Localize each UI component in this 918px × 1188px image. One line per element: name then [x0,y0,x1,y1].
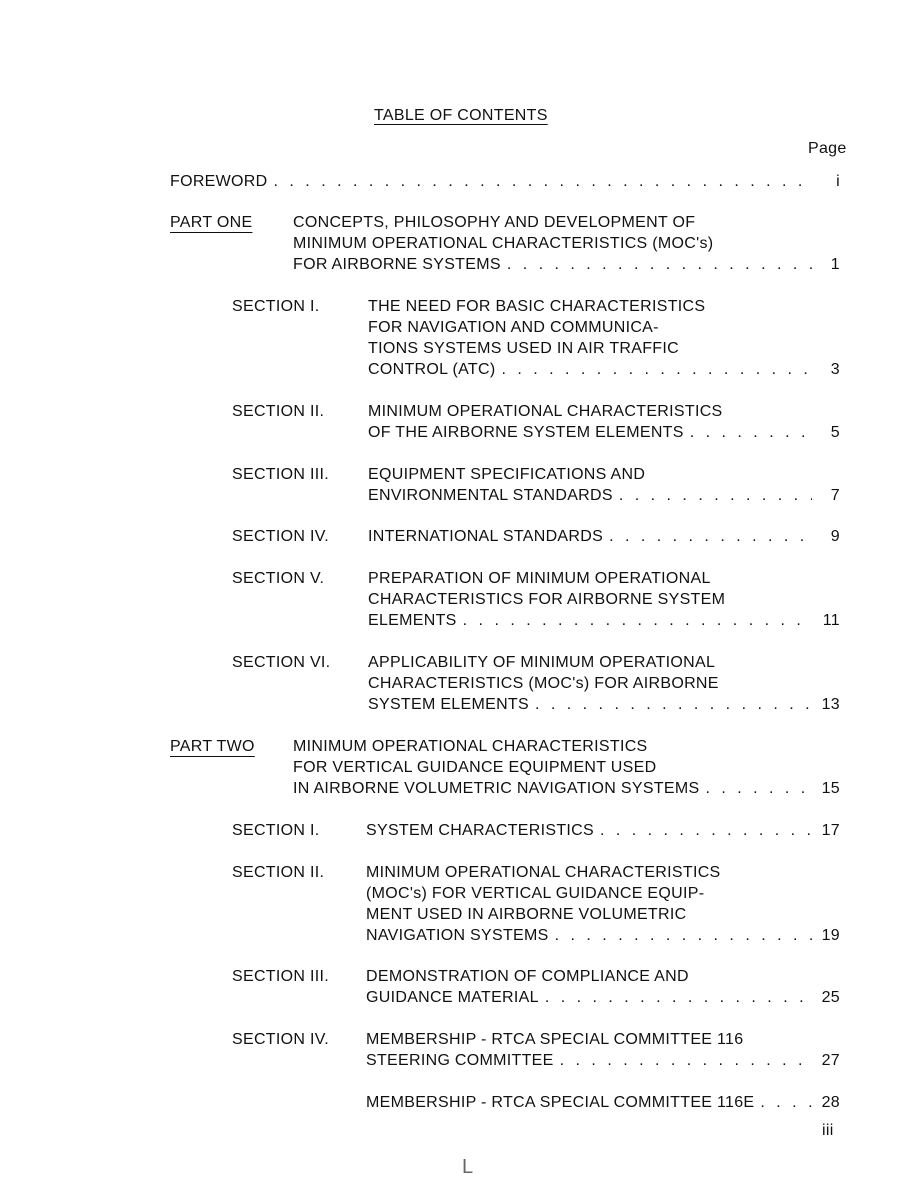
dot-leader [268,171,812,192]
part-one-section-text-line: INTERNATIONAL STANDARDS [368,528,604,545]
part-one-section-page-number: 9 [830,528,840,545]
part-one-section-final-line [368,359,840,380]
part-two-section-text-line: MENT USED IN AIRBORNE VOLUMETRIC [366,906,687,923]
part-one-section-text-line: PREPARATION OF MINIMUM OPERATIONAL [368,570,711,587]
dot-leader [457,610,812,631]
part-one-section-page-number: 13 [821,696,840,713]
part-one-section-text-line: SYSTEM ELEMENTS [368,696,529,713]
membership-116e-page-number: 28 [821,1094,840,1111]
dot-leader [539,987,812,1008]
handwritten-mark: L [462,1156,474,1178]
part-two-section-label: SECTION III. [232,968,329,985]
foreword-page-number: i [836,173,840,190]
page-column-label: Page [808,140,847,157]
part-one-section-label: SECTION II. [232,403,325,420]
part-two-section-page-number: 27 [821,1052,840,1069]
dot-leader [603,526,812,547]
part-one-section-final-line [368,694,840,715]
part-one-section-page-number: 7 [830,487,840,504]
part-two-section-text-line: SYSTEM CHARACTERISTICS [366,822,594,839]
part-two-section-final-line [366,987,840,1008]
part-one-section-text-line: CHARACTERISTICS (MOC's) FOR AIRBORNE [368,675,719,692]
part-two-section-final-line [366,820,840,841]
dot-leader [684,422,812,443]
part-one-section-final-line [368,526,840,547]
part-one-section-label: SECTION VI. [232,654,331,671]
dot-leader [699,778,812,799]
part-one-section-text-line: EQUIPMENT SPECIFICATIONS AND [368,466,646,483]
part-one-section-text-line: TIONS SYSTEMS USED IN AIR TRAFFIC [368,340,679,357]
part-one-text-line: FOR AIRBORNE SYSTEMS [293,256,501,273]
part-two-text-line: IN AIRBORNE VOLUMETRIC NAVIGATION SYSTEMS [293,780,700,797]
part-two-section-text-line: MEMBERSHIP - RTCA SPECIAL COMMITTEE 116 [366,1031,744,1048]
part-two-section-text-line: STEERING COMMITTEE [366,1052,554,1069]
part-one-final-line [293,254,840,275]
part-two-section-page-number: 19 [821,927,840,944]
part-one-section-label: SECTION I. [232,298,320,315]
part-one-section-page-number: 11 [822,612,840,629]
dot-leader [554,1050,812,1071]
toc-entry-foreword [170,171,840,192]
toc-entry-membership-116e [366,1092,840,1113]
part-two-section-label: SECTION IV. [232,1031,329,1048]
part-two-final-line [293,778,840,799]
part-one-section-text-line: MINIMUM OPERATIONAL CHARACTERISTICS [368,403,723,420]
dot-leader [501,254,812,275]
dot-leader [529,694,812,715]
part-two-section-page-number: 25 [821,989,840,1006]
foreword-label: FOREWORD [170,173,268,190]
part-one-section-label: SECTION V. [232,570,325,587]
part-one-section-text-line: ELEMENTS [368,612,457,629]
part-one-section-page-number: 3 [830,361,840,378]
part-one-page-number: 1 [830,256,840,273]
part-two-page-number: 15 [821,780,840,797]
part-two-section-label: SECTION II. [232,864,325,881]
part-one-section-text-line: FOR NAVIGATION AND COMMUNICA- [368,319,659,336]
part-one-section-label: SECTION III. [232,466,329,483]
page-title: TABLE OF CONTENTS [374,107,548,124]
part-one-section-text-line: CONTROL (ATC) [368,361,496,378]
part-one-section-text-line: APPLICABILITY OF MINIMUM OPERATIONAL [368,654,716,671]
dot-leader [495,359,812,380]
part-one-section-label: SECTION IV. [232,528,329,545]
part-one-text-line: MINIMUM OPERATIONAL CHARACTERISTICS (MOC's) [293,235,714,252]
part-two-section-text-line: MINIMUM OPERATIONAL CHARACTERISTICS [366,864,721,881]
part-one-label: PART ONE [170,214,253,231]
part-two-section-page-number: 17 [821,822,840,839]
part-two-section-label: SECTION I. [232,822,320,839]
part-one-section-final-line [368,422,840,443]
part-one-section-final-line [368,610,840,631]
part-two-section-text-line: (MOC's) FOR VERTICAL GUIDANCE EQUIP- [366,885,705,902]
dot-leader [594,820,812,841]
part-one-section-page-number: 5 [830,424,840,441]
part-one-text-line: CONCEPTS, PHILOSOPHY AND DEVELOPMENT OF [293,214,696,231]
part-one-section-text-line: THE NEED FOR BASIC CHARACTERISTICS [368,298,706,315]
part-two-section-text-line: DEMONSTRATION OF COMPLIANCE AND [366,968,689,985]
page-number: iii [822,1122,834,1139]
part-two-text-line: MINIMUM OPERATIONAL CHARACTERISTICS [293,738,648,755]
part-one-section-text-line: OF THE AIRBORNE SYSTEM ELEMENTS [368,424,684,441]
part-one-section-text-line: CHARACTERISTICS FOR AIRBORNE SYSTEM [368,591,726,608]
membership-116e-text: MEMBERSHIP - RTCA SPECIAL COMMITTEE 116E [366,1094,755,1111]
part-two-section-text-line: NAVIGATION SYSTEMS [366,927,549,944]
part-two-label: PART TWO [170,738,255,755]
part-one-section-text-line: ENVIRONMENTAL STANDARDS [368,487,613,504]
part-two-section-text-line: GUIDANCE MATERIAL [366,989,539,1006]
dot-leader [754,1092,812,1113]
part-two-section-final-line [366,925,840,946]
part-one-section-final-line [368,485,840,506]
part-two-section-final-line [366,1050,840,1071]
dot-leader [613,485,812,506]
dot-leader [549,925,812,946]
part-two-text-line: FOR VERTICAL GUIDANCE EQUIPMENT USED [293,759,657,776]
